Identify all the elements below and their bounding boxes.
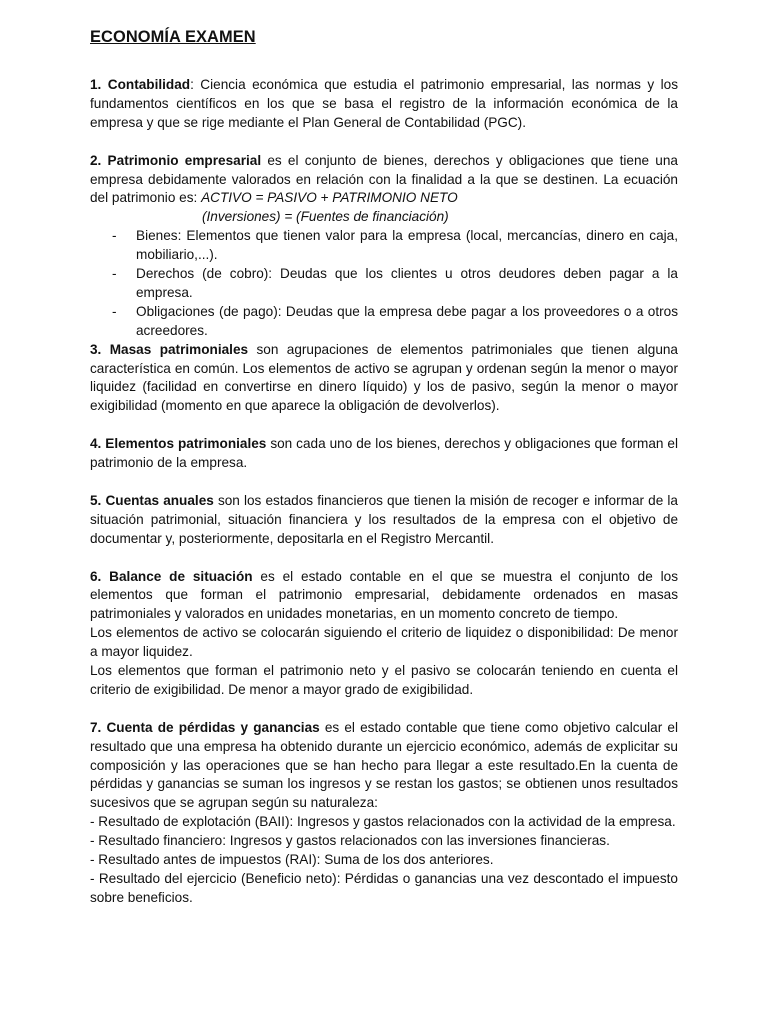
equation-line bbox=[90, 208, 678, 227]
paragraph: Los elementos que forman el patrimonio neto y el pasivo se colocarán teniendo en cuenta el criterio de exigibilidad. De menor a mayor grado de exigibilidad. bbox=[90, 663, 678, 697]
section-heading: 1. Contabilidad bbox=[90, 77, 191, 92]
result-line: - Resultado financiero: Ingresos y gastos relacionados con las inversiones financieras. bbox=[90, 833, 610, 849]
equation-sources: (Inversiones) = (Fuentes de financiación) bbox=[202, 209, 449, 225]
section-contabilidad bbox=[90, 76, 678, 133]
section-text: son cada uno de los bienes, derechos y obligaciones que forman el patrimonio de la empresa. bbox=[90, 436, 679, 471]
section-heading: 3. Masas patrimoniales bbox=[90, 341, 249, 357]
list-item: - Obligaciones (de pago): Deudas que la empresa debe pagar a los proveedores o a otros acreedores. bbox=[90, 303, 678, 341]
section-text: es el estado contable en el que se muestra el conjunto de los elementos que forman el patrimonio empresarial, debidamente ordenados en masas patrimoniales y valorados en unidades monetarias, en un momento concreto de tiempo. bbox=[90, 568, 678, 622]
spacer bbox=[90, 700, 678, 719]
equation: ACTIVO = PASIVO + PATRIMONIO NETO bbox=[201, 190, 458, 206]
section-masas bbox=[90, 341, 678, 417]
list-item: - Bienes: Elementos que tienen valor para la empresa (local, mercancías, dinero en caja, mobiliario,...). bbox=[90, 227, 678, 265]
section-elementos bbox=[90, 435, 678, 473]
result-line: - Resultado de explotación (BAII): Ingresos y gastos relacionados con la actividad de la empresa. bbox=[90, 814, 676, 830]
section-heading: 7. Cuenta de pérdidas y ganancias bbox=[90, 719, 320, 735]
section-text: es el conjunto de bienes, derechos y obligaciones que tiene una empresa debidamente valorados en relación con la finalidad a la que se destinen. La ecuación del patrimonio es: bbox=[90, 152, 678, 206]
spacer bbox=[90, 549, 678, 568]
patrimonio-list bbox=[90, 227, 678, 340]
spacer bbox=[90, 473, 678, 492]
document-title: ECONOMÍA EXAMEN bbox=[90, 28, 256, 46]
section-heading: 6. Balance de situación bbox=[90, 568, 253, 584]
list-item: - Derechos (de cobro): Deudas que los clientes u otros deudores deben pagar a la empresa. bbox=[90, 265, 678, 303]
section-text: : Ciencia económica que estudia el patrimonio empresarial, las normas y los fundamentos científicos en los que se basa el registro de la información económica de la empresa y que se rige mediante el Plan General de Contabilidad (PGC). bbox=[90, 77, 678, 130]
section-text: son los estados financieros que tienen la misión de recoger e informar de la situación patrimonial, situación financiera y los resultados de la empresa con el objetivo de documentar y, posteriormente, depositarla en el Registro Mercantil. bbox=[90, 492, 678, 546]
section-balance bbox=[90, 568, 678, 625]
spacer bbox=[90, 416, 678, 435]
result-line: - Resultado antes de impuestos (RAI): Suma de los dos anteriores. bbox=[90, 852, 494, 868]
result-line: - Resultado del ejercicio (Beneficio neto): Pérdidas o ganancias una vez descontado el impuesto sobre beneficios. bbox=[90, 870, 678, 905]
section-heading: 4. Elementos patrimoniales bbox=[90, 436, 267, 452]
section-text: es el estado contable que tiene como objetivo calcular el resultado que una empresa ha obtenido durante un ejercicio económico, además de explicitar su composición y las operaciones que se han hecho para llegar a este resultado.En la cuenta de pérdidas y ganancias se suman los ingresos y se restan los gastos; se obtienen unos resultados sucesivos que se agrupan según su naturaleza: bbox=[90, 719, 678, 811]
section-text: son agrupaciones de elementos patrimoniales que tienen alguna característica en común. Los elementos de activo se agrupan y ordenan según la menor o mayor liquidez (facilidad en convertirse en dinero líquido) y los de pasivo, según la menor o mayor exigibilidad (momento en que aparece la obligación de devolverlos). bbox=[90, 341, 678, 414]
section-cuentas-anuales bbox=[90, 492, 678, 549]
section-heading: 5. Cuentas anuales bbox=[90, 492, 214, 508]
paragraph: Los elementos de activo se colocarán siguiendo el criterio de liquidez o disponibilidad: De menor a mayor liquidez. bbox=[90, 625, 678, 660]
section-heading: 2. Patrimonio empresarial bbox=[90, 152, 262, 168]
section-perdidas-ganancias bbox=[90, 719, 678, 814]
section-patrimonio bbox=[90, 152, 678, 209]
spacer bbox=[90, 133, 678, 152]
